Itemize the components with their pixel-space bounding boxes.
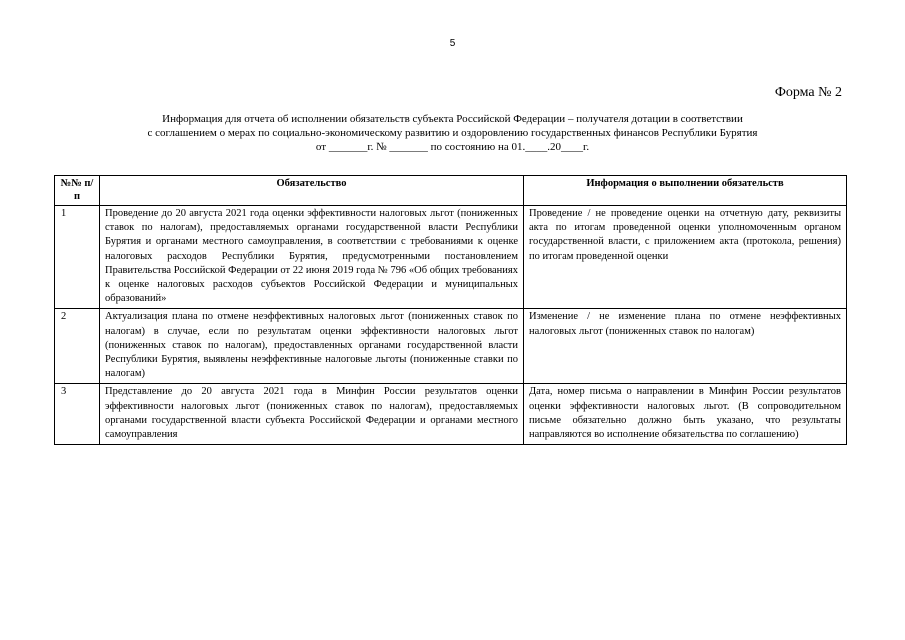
table-row [55, 309, 847, 384]
column-header-obligation: Обязательство [100, 176, 524, 206]
info-cell: Проведение / не проведение оценки на отчетную дату, реквизиты акта по итогам проведенной оценки уполномоченным органом государственной власти, с приложением акта (протокола, решения) по итогам проведенной оценки [524, 206, 847, 309]
table-row [55, 206, 847, 309]
page-number: 5 [449, 38, 456, 49]
obligations-table [54, 175, 847, 445]
info-cell: Изменение / не изменение плана по отмене неэффективных налоговых льгот (пониженных ставок по налогам) [524, 309, 847, 384]
header-line-2: с соглашением о мерах по социально-экономическому развитию и оздоровлению государственных финансов Республики Бурятия [147, 127, 758, 139]
table-row [55, 384, 847, 445]
table-header-row [55, 176, 847, 206]
column-header-info: Информация о выполнении обязательств [524, 176, 847, 206]
obligation-cell: Проведение до 20 августа 2021 года оценки эффективности налоговых льгот (пониженных ставок по налогам), предоставляемых органами государственной власти Республики Бурятия и органами местного самоуправления, в соответствии с требованиями к оценке налоговых расходов Республики Бурятия, предусмотренными постановлением Правительства Российской Федерации от 22 июня 2019 года № 796 «Об общих требованиях к оценке налоговых расходов субъектов Российской Федерации и муниципальных образований» [100, 206, 524, 309]
info-cell: Дата, номер письма о направлении в Минфин России результатов оценки эффективности налоговых льгот. (В сопроводительном письме обязательно должно быть указано, что результаты направляются во исполнение обязательства по соглашению) [524, 384, 847, 445]
column-header-number: №№ п/п [55, 176, 100, 206]
header-line-1: Информация для отчета об исполнении обязательств субъекта Российской Федерации – получателя дотации в соответствии [162, 113, 743, 125]
obligation-cell: Актуализация плана по отмене неэффективных налоговых льгот (пониженных ставок по налогам) в случае, если по результатам оценки эффективности налоговых льгот (пониженных ставок по налогам), предоставленных органами государственной власти Республики Бурятия, выявлены неэффективные налоговые льготы (пониженные ставки по налогам) [100, 309, 524, 384]
header-line-3: от _______г. № _______ по состоянию на 01.____.20____г. [315, 141, 590, 153]
document-header [40, 112, 865, 154]
row-number: 2 [55, 309, 100, 384]
row-number: 1 [55, 206, 100, 309]
obligation-cell: Представление до 20 августа 2021 года в Минфин России результатов оценки эффективности налоговых льгот (пониженных ставок по налогам), предоставляемых органами государственной власти субъекта Российской Федерации и органами местного самоуправления [100, 384, 524, 445]
form-label: Форма № 2 [774, 85, 842, 100]
row-number: 3 [55, 384, 100, 445]
